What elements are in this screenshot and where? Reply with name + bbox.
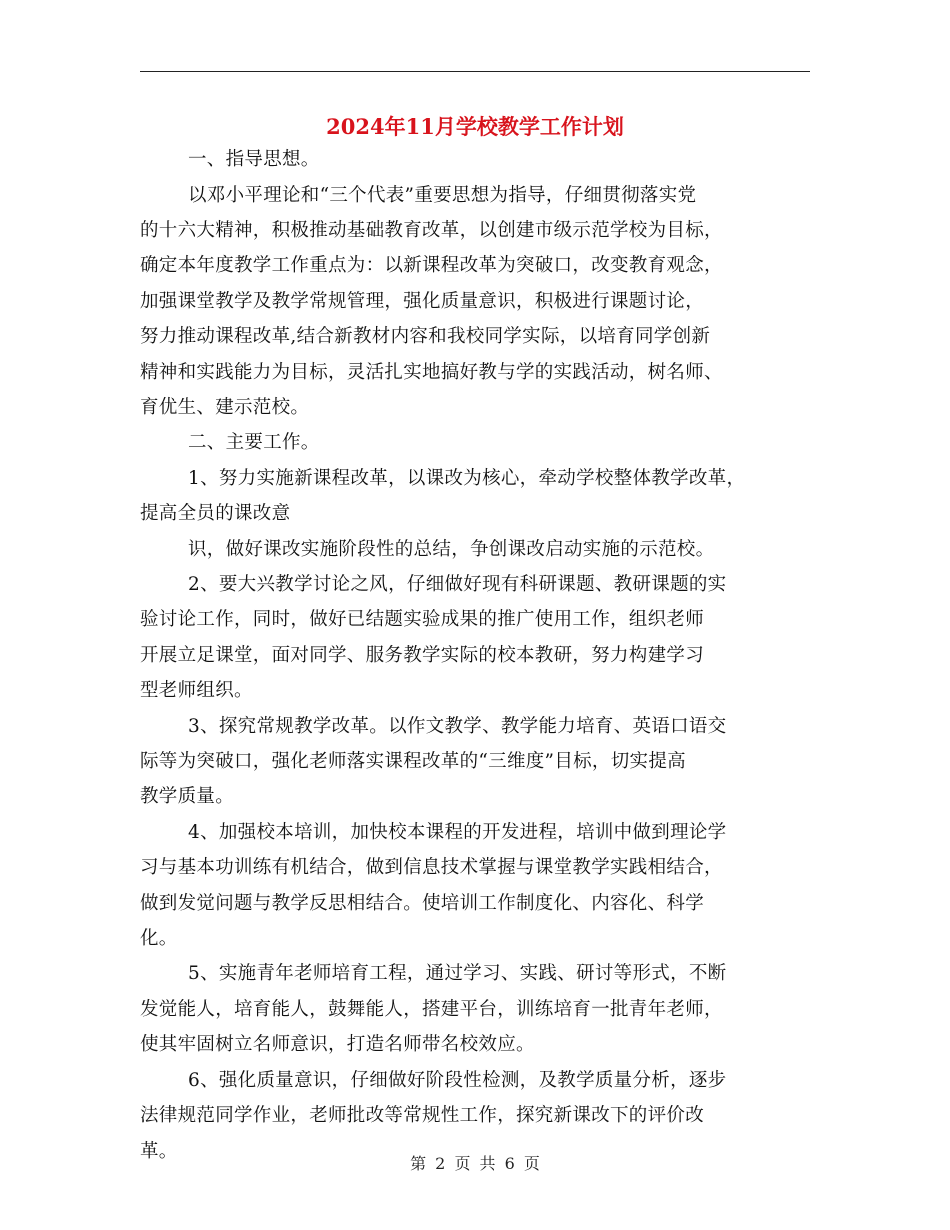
paragraph-line: 3、探究常规教学改革。以作文教学、教学能力培育、英语口语交 <box>188 716 727 737</box>
paragraph-line: 提高全员的课改意 <box>140 503 291 524</box>
paragraph-line: 以邓小平理论和“三个代表”重要思想为指导，仔细贯彻落实党 <box>188 185 697 206</box>
paragraph-line: 确定本年度教学工作重点为：以新课程改革为突破口，改变教育观念， <box>140 255 723 276</box>
paragraph-line: 努力推动课程改革,结合新教材内容和我校同学实际，以培育同学创新 <box>140 326 711 347</box>
paragraph-line: 2、要大兴教学讨论之风，仔细做好现有科研课题、教研课题的实 <box>188 574 727 595</box>
paragraph-line: 革。 <box>140 1141 178 1162</box>
paragraph-line: 加强课堂教学及教学常规管理，强化质量意识，积极进行课题讨论， <box>140 291 705 312</box>
header-rule <box>140 71 810 72</box>
paragraph-line: 发觉能人，培育能人，鼓舞能人，搭建平台，训练培育一批青年老师， <box>140 999 723 1020</box>
paragraph-line: 的十六大精神，积极推动基础教育改革，以创建市级示范学校为目标， <box>140 220 723 241</box>
paragraph-line: 验讨论工作，同时，做好已结题实验成果的推广使用工作，组织老师 <box>140 609 705 630</box>
paragraph-line: 化。 <box>140 928 178 949</box>
page-number: 第 2 页 共 6 页 <box>410 1154 540 1173</box>
paragraph-line: 教学质量。 <box>140 786 235 807</box>
paragraph-line: 做到发觉问题与教学反思相结合。使培训工作制度化、内容化、科学 <box>140 893 705 914</box>
paragraph-line: 6、强化质量意识，仔细做好阶段性检测，及教学质量分析，逐步 <box>188 1070 727 1091</box>
paragraph-line: 型老师组织。 <box>140 680 253 701</box>
paragraph-line: 育优生、建示范校。 <box>140 397 310 418</box>
paragraph-line: 识，做好课改实施阶段性的总结，争创课改启动实施的示范校。 <box>188 539 715 560</box>
paragraph-line: 使其牢固树立名师意识，打造名师带名校效应。 <box>140 1034 535 1055</box>
paragraph-line: 际等为突破口，强化老师落实课程改革的“三维度”目标，切实提高 <box>140 751 686 772</box>
document-title: 2024年11月学校教学工作计划 <box>326 114 624 139</box>
paragraph-line: 4、加强校本培训，加快校本课程的开发进程，培训中做到理论学 <box>188 822 727 843</box>
paragraph-line: 习与基本功训练有机结合，做到信息技术掌握与课堂教学实践相结合， <box>140 857 723 878</box>
paragraph-line: 5、实施青年老师培育工程，通过学习、实践、研讨等形式，不断 <box>188 963 727 984</box>
paragraph-line: 1、努力实施新课程改革，以课改为核心，牵动学校整体教学改革， <box>188 468 746 489</box>
paragraph-line: 法律规范同学作业，老师批改等常规性工作，探究新课改下的评价改 <box>140 1105 705 1126</box>
section-heading-1: 一、指导思想。 <box>188 149 320 170</box>
paragraph-line: 开展立足课堂，面对同学、服务教学实际的校本教研，努力构建学习 <box>140 645 705 666</box>
section-heading-2: 二、主要工作。 <box>188 432 320 453</box>
paragraph-line: 精神和实践能力为目标，灵活扎实地搞好教与学的实践活动，树名师、 <box>140 362 723 383</box>
